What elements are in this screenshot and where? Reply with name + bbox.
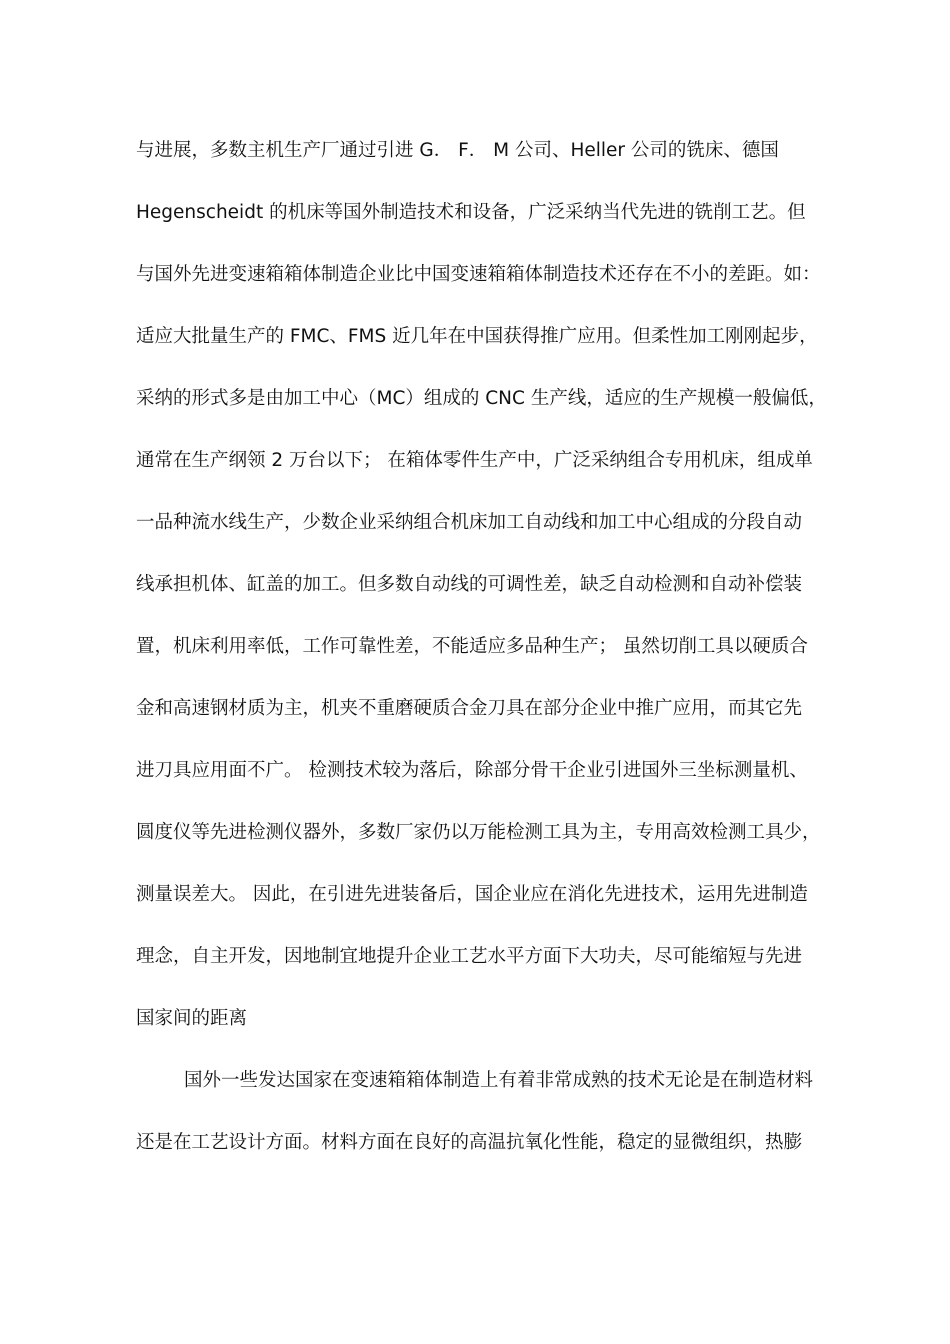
text-line: 圆度仪等先进检测仪器外，多数厂家仍以万能检测工具为主，专用高效检测工具少， [136,822,821,843]
text-line: 与进展，多数主机生产厂通过引进 G． F． M 公司、Heller 公司的铣床、德国 [136,140,779,161]
text-line: 适应大批量生产的 FMC、FMS 近几年在中国获得推广应用。但柔性加工刚刚起步， [136,326,818,347]
text-line: 国外一些发达国家在变速箱箱体制造上有着非常成熟的技术无论是在制造材料 [184,1070,814,1091]
text-line: 测量误差大。 因此，在引进先进装备后，国企业应在消化先进技术，运用先进制造 [136,884,808,905]
text-line: 国家间的距离 [136,1008,248,1029]
text-line: 通常在生产纲领 2 万台以下； 在箱体零件生产中，广泛采纳组合专用机床，组成单 [136,450,813,471]
text-line: 还是在工艺设计方面。材料方面在良好的高温抗氧化性能，稳定的显微组织，热膨 [136,1132,803,1153]
text-line: 线承担机体、缸盖的加工。但多数自动线的可调性差，缺乏自动检测和自动补偿装 [136,574,803,595]
text-line: 与国外先进变速箱箱体制造企业比中国变速箱箱体制造技术还存在不小的差距。如： [136,264,821,285]
text-line: 置，机床利用率低，工作可靠性差，不能适应多品种生产； 虽然切削工具以硬质合 [136,636,808,657]
text-line: 采纳的形式多是由加工中心（MC）组成的 CNC 生产线，适应的生产规模一般偏低， [136,388,827,409]
text-line: 理念，自主开发，因地制宜地提升企业工艺水平方面下大功夫，尽可能缩短与先进 [136,946,803,967]
text-line: 一品种流水线生产，少数企业采纳组合机床加工自动线和加工中心组成的分段自动 [136,512,803,533]
text-line: Hegenscheidt 的机床等国外制造技术和设备，广泛采纳当代先进的铣削工艺。但 [136,202,806,223]
text-line: 进刀具应用面不广。 检测技术较为落后，除部分骨干企业引进国外三坐标测量机、 [136,760,808,781]
text-line: 金和高速钢材质为主，机夹不重磨硬质合金刀具在部分企业中推广应用，而其它先 [136,698,803,719]
